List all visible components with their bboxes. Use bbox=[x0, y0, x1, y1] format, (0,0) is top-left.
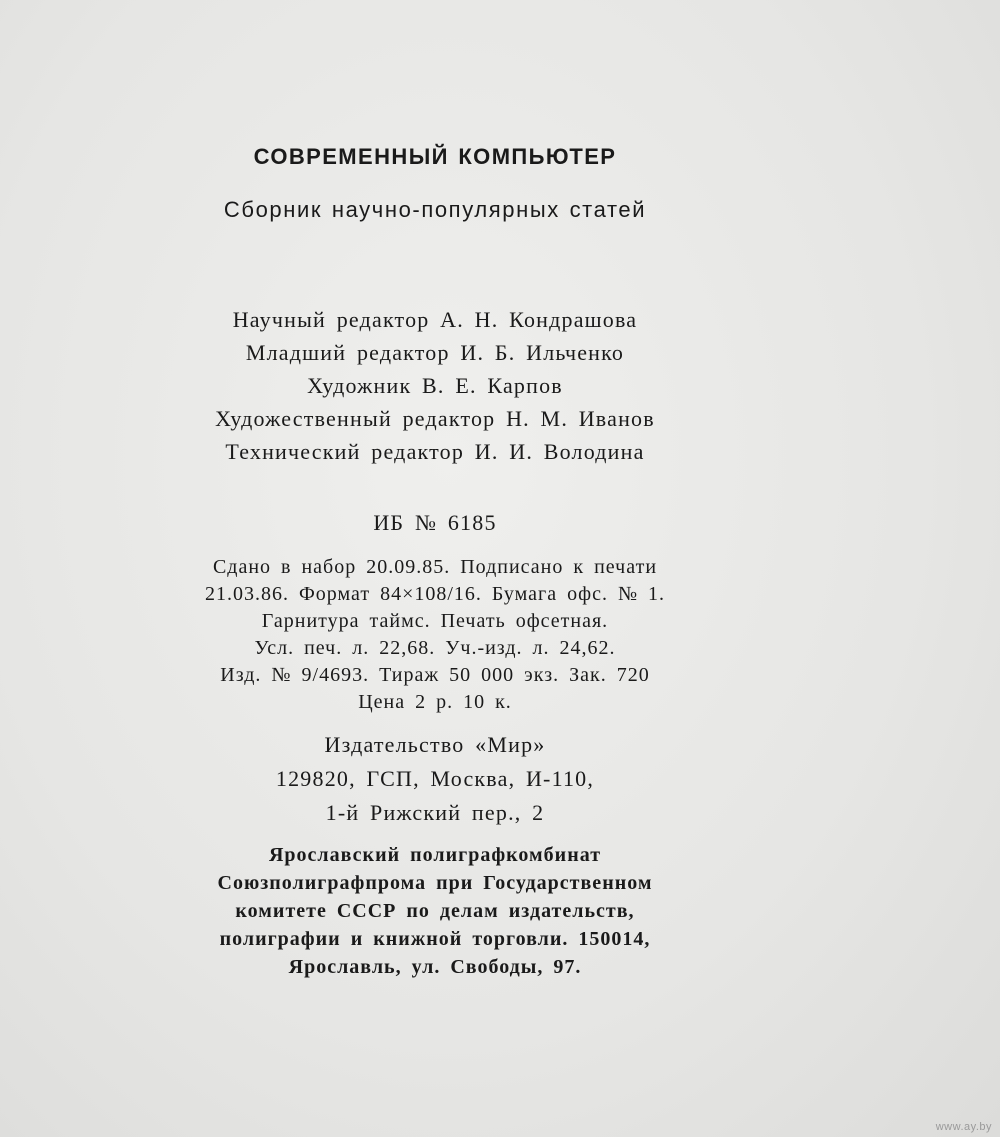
publisher-line: 1-й Рижский пер., 2 bbox=[325, 800, 545, 825]
print-detail-line: Гарнитура таймс. Печать офсетная. bbox=[261, 610, 609, 632]
credit-line: Технический редактор И. И. Володина bbox=[225, 439, 645, 464]
printer-line: Ярославский полиграфкомбинат bbox=[268, 844, 602, 866]
publisher-line: 129820, ГСП, Москва, И-110, bbox=[275, 766, 595, 791]
credit-line: Младший редактор И. Б. Ильченко bbox=[245, 340, 625, 365]
credit-line: Художественный редактор Н. М. Иванов bbox=[215, 406, 655, 431]
print-detail-line: Сдано в набор 20.09.85. Подписано к печати bbox=[212, 556, 658, 578]
printer-line: комитете СССР по делам издательств, bbox=[235, 900, 635, 922]
ib-number: ИБ № 6185 bbox=[373, 510, 497, 535]
printer-line: Ярославль, ул. Свободы, 97. bbox=[288, 956, 582, 978]
book-subtitle: Сборник научно-популярных статей bbox=[223, 197, 647, 222]
watermark: www.ay.by bbox=[935, 1121, 992, 1133]
credit-line: Научный редактор А. Н. Кондрашова bbox=[232, 307, 638, 332]
price-line: Цена 2 р. 10 к. bbox=[358, 691, 512, 713]
publisher-line: Издательство «Мир» bbox=[324, 732, 546, 757]
printer-line: полиграфии и книжной торговли. 150014, bbox=[219, 928, 651, 950]
print-detail-line: Усл. печ. л. 22,68. Уч.-изд. л. 24,62. bbox=[254, 637, 616, 659]
printer-line: Союзполиграфпрома при Государственном bbox=[217, 872, 653, 894]
print-detail-line: Изд. № 9/4693. Тираж 50 000 экз. Зак. 720 bbox=[220, 664, 650, 686]
print-detail-line: 21.03.86. Формат 84×108/16. Бумага офс. № 1. bbox=[204, 583, 666, 605]
book-title: СОВРЕМЕННЫЙ КОМПЬЮТЕР bbox=[253, 144, 617, 169]
credit-line: Художник В. Е. Карпов bbox=[307, 373, 563, 398]
